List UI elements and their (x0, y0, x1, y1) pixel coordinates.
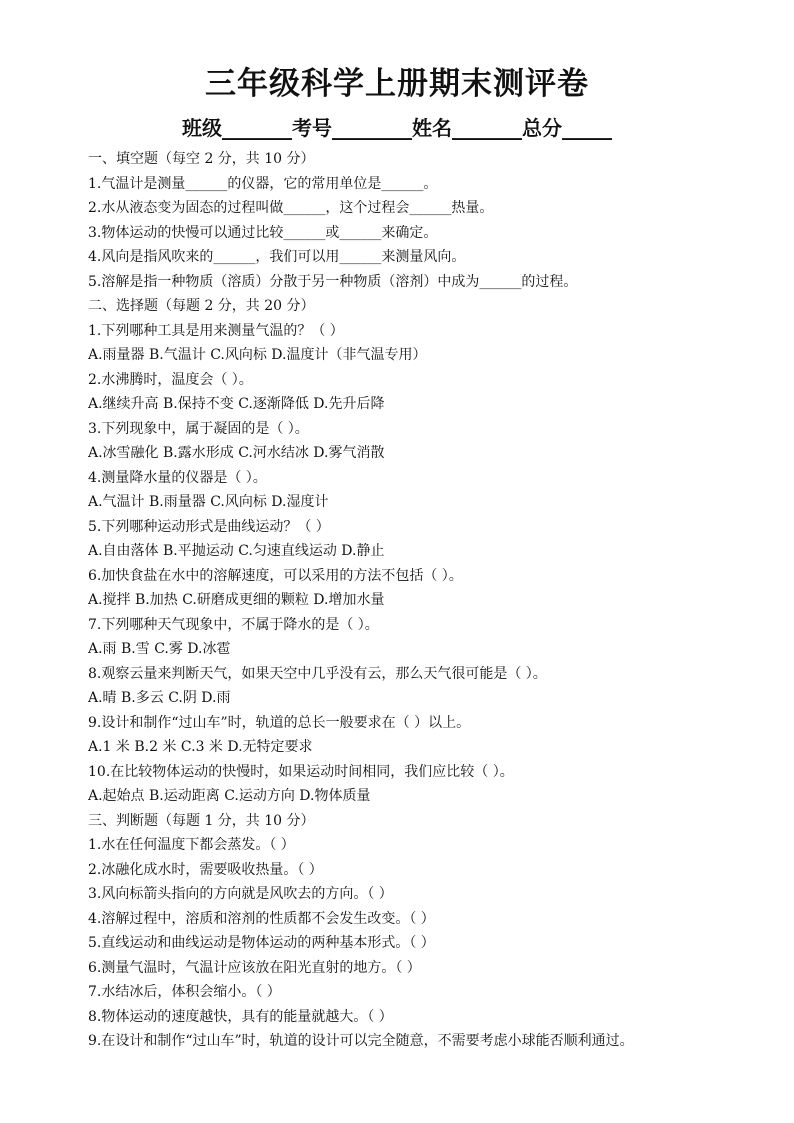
options-line: A.1 米 B.2 米 C.3 米 D.无特定要求 (88, 739, 313, 755)
question-line: 1.水在任何温度下都会蒸发。（ ） (88, 837, 295, 853)
section-heading-true-false: 三、判断题（每题 1 分，共 10 分） (88, 812, 315, 829)
question-line: 1.下列哪种工具是用来测量气温的？（ ） (88, 322, 344, 339)
question-line: 8.物体运动的速度越快，具有的能量就越大。（ ） (88, 1008, 393, 1025)
question-line: 3.风向标箭头指向的方向就是风吹去的方向。（ ） (88, 886, 393, 902)
question-line: 1.气温计是测量______的仪器，它的常用单位是______。 (88, 175, 438, 192)
class-label: 班级 (182, 116, 222, 140)
score-blank: _____ (562, 116, 612, 140)
page-title: 三年级科学上册期末测评卷 (205, 66, 589, 102)
name-label: 姓名 (412, 116, 452, 140)
question-list (88, 147, 768, 1054)
question-line: 3.物体运动的快慢可以通过比较______或______来确定。 (88, 224, 438, 241)
question-line: 8.观察云量来判断天气，如果天空中几乎没有云，那么天气很可能是（ ）。 (88, 665, 547, 682)
question-line: 4.溶解过程中，溶质和溶剂的性质都不会发生改变。（ ） (88, 910, 435, 927)
question-line: 4.测量降水量的仪器是（ ）。 (88, 469, 267, 486)
question-line: 9.设计和制作“过山车”时，轨道的总长一般要求在（ ）以上。 (88, 714, 471, 731)
options-line: A.搅拌 B.加热 C.研磨成更细的颗粒 D.增加水量 (88, 592, 385, 608)
question-line: 9.在设计和制作“过山车”时，轨道的设计可以完全随意，不需要考虑小球能否顺利通过。 (88, 1033, 634, 1049)
question-line: 2.水从液态变为固态的过程叫做______，这个过程会______热量。 (88, 200, 494, 216)
options-line: A.起始点 B.运动距离 C.运动方向 D.物体质量 (88, 788, 371, 804)
question-line: 5.下列哪种运动形式是曲线运动？（ ） (88, 518, 330, 535)
exam-no-label: 考号 (292, 116, 332, 140)
question-line: 6.加快食盐在水中的溶解速度，可以采用的方法不包括（ ）。 (88, 567, 463, 584)
question-line: 5.直线运动和曲线运动是物体运动的两种基本形式。（ ） (88, 935, 435, 951)
question-line: 2.水沸腾时，温度会（ ）。 (88, 371, 253, 388)
options-line: A.继续升高 B.保持不变 C.逐渐降低 D.先升后降 (88, 396, 385, 412)
options-line: A.自由落体 B.平抛运动 C.匀速直线运动 D.静止 (88, 543, 385, 559)
question-line: 6.测量气温时，气温计应该放在阳光直射的地方。（ ） (88, 959, 421, 976)
section-heading-choice: 二、选择题（每题 2 分，共 20 分） (88, 298, 315, 314)
exam-no-blank: ________ (332, 116, 412, 140)
options-line: A.气温计 B.雨量器 C.风向标 D.湿度计 (88, 494, 329, 510)
question-line: 5.溶解是指一种物质（溶质）分散于另一种物质（溶剂）中成为______的过程。 (88, 273, 578, 290)
name-blank: _______ (452, 116, 522, 140)
student-info-row (0, 112, 794, 141)
class-blank: _______ (222, 116, 292, 140)
question-line: 7.下列哪种天气现象中，不属于降水的是（ ）。 (88, 616, 379, 633)
section-heading-fill-blank: 一、填空题（每空 2 分，共 10 分） (88, 151, 315, 167)
question-line: 7.水结冰后，体积会缩小。（ ） (88, 984, 281, 1000)
score-label: 总分 (522, 116, 562, 140)
question-line: 4.风向是指风吹来的______，我们可以用______来测量风向。 (88, 249, 466, 265)
question-line: 10.在比较物体运动的快慢时，如果运动时间相同，我们应比较（ ）。 (88, 763, 514, 780)
options-line: A.晴 B.多云 C.阴 D.雨 (88, 690, 231, 706)
options-line: A.雨量器 B.气温计 C.风向标 D.温度计（非气温专用） (88, 347, 427, 363)
options-line: A.雨 B.雪 C.雾 D.冰雹 (88, 641, 231, 657)
options-line: A.冰雪融化 B.露水形成 C.河水结冰 D.雾气消散 (88, 445, 385, 461)
question-line: 3.下列现象中，属于凝固的是（ ）。 (88, 420, 309, 437)
question-line: 2.冰融化成水时，需要吸收热量。（ ） (88, 861, 323, 878)
